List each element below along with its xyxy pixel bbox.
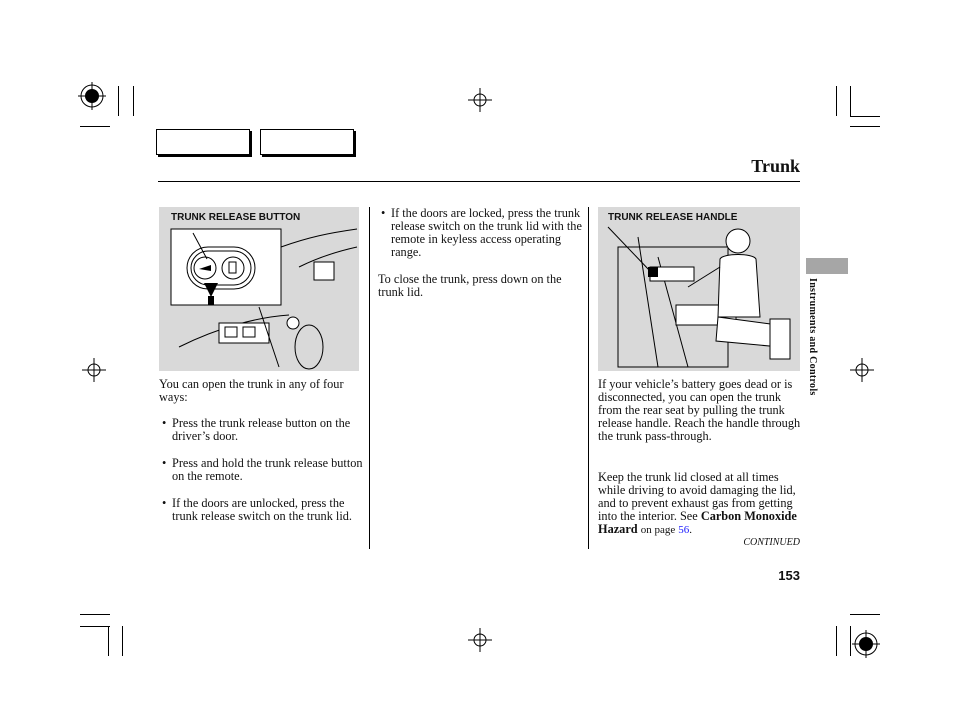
crosshair-icon (468, 628, 492, 652)
intro-paragraph: You can open the trunk in any of four ways: (159, 377, 344, 404)
list-item: • If the doors are unlocked, press the trunk release switch on the trunk lid. (162, 496, 352, 523)
crosshair-icon (468, 88, 492, 112)
crosshair-icon (82, 358, 106, 382)
warning-text: Keep the trunk lid closed at all times while driving to avoid damaging the lid, and to prevent exhaust gas from getting into the interior. See (598, 470, 796, 523)
carbon-monoxide-reference: Carbon Monoxide Hazard (598, 509, 797, 536)
list-item: • Press and hold the trunk release button on the remote. (162, 456, 363, 483)
battery-paragraph: If your vehicle’s battery goes dead or is disconnected, you can open the trunk from the rear seat by pulling the trunk release handle. Reach the handle through the trunk pass-through. (598, 377, 801, 443)
period-text: . (689, 524, 693, 536)
on-page-text: on page (640, 524, 676, 536)
list-item-text: Press the trunk release button on the driver’s door. (172, 416, 351, 443)
page-link[interactable]: 56 (678, 524, 690, 536)
warning-paragraph (598, 471, 802, 537)
column-divider (369, 207, 370, 549)
chapter-tab[interactable] (806, 258, 848, 274)
trunk-release-handle-figure (598, 207, 800, 371)
chapter-label: Instruments and Controls (807, 278, 818, 396)
registration-target-icon (852, 630, 880, 658)
column-divider (588, 207, 589, 549)
header-rule (158, 181, 800, 182)
closing-paragraph: To close the trunk, press down on the trunk lid. (378, 272, 562, 299)
page-number: 153 (778, 568, 800, 583)
figure-label: TRUNK RELEASE HANDLE (608, 212, 738, 223)
list-item-text: If the doors are locked, press the trunk release switch on the trunk lid with the remote in keyless access operating range. (391, 206, 582, 259)
registration-target-icon (78, 82, 106, 110)
continued-label: CONTINUED (743, 537, 800, 548)
list-item: • Press the trunk release button on the driver’s door. (162, 416, 351, 443)
page-title: Trunk (751, 156, 800, 176)
crosshair-icon (850, 358, 874, 382)
nav-button-main-menu[interactable] (156, 129, 250, 155)
list-item-text: Press and hold the trunk release button on the remote. (172, 456, 363, 483)
rear-seat-illustration (598, 207, 800, 371)
nav-button-index[interactable] (260, 129, 354, 155)
list-item-text: If the doors are unlocked, press the trunk release switch on the trunk lid. (172, 496, 352, 523)
figure-label: TRUNK RELEASE BUTTON (171, 212, 301, 223)
trunk-release-button-figure (159, 207, 359, 371)
list-item: • If the doors are locked, press the trunk release switch on the trunk lid with the remote in keyless access operating range. (381, 206, 582, 259)
door-button-illustration (159, 207, 359, 371)
